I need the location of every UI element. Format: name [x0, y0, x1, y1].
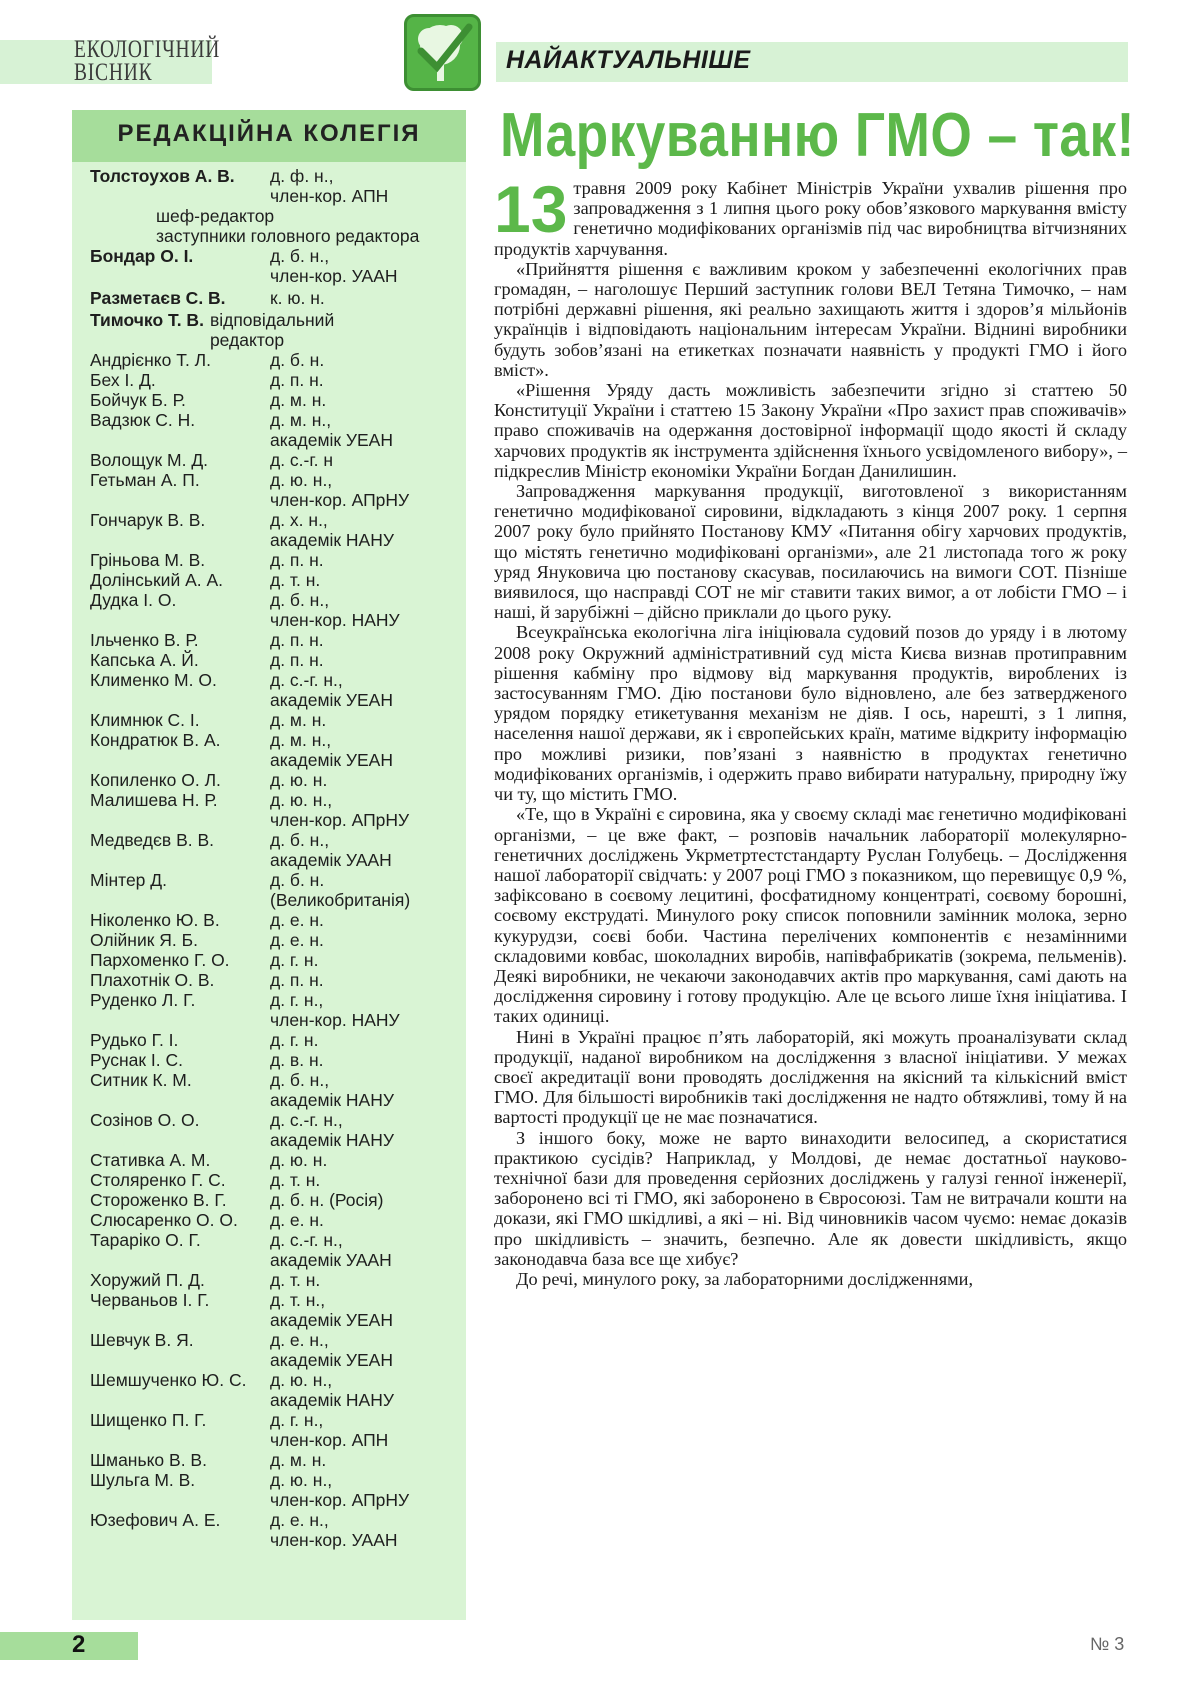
member-name: Копиленко О. Л. — [90, 770, 221, 790]
member-degree: д. б. н., член-кор. НАНУ — [270, 590, 400, 630]
member-degree: д. ю. н. — [270, 1150, 328, 1170]
member-degree: д. г. н. — [270, 1030, 319, 1050]
member-name: Рудько Г. І. — [90, 1030, 179, 1050]
board-member — [90, 650, 466, 670]
article-paragraph: травня 2009 року Кабінет Міністрів України ухвалив рішення про запровадження з 1 липня цього року обов’язкового маркування вмісту генетично модифікованих організмів під час виробництва вітчизняних продуктів харчування. — [494, 178, 1127, 259]
member-role: відповідальний редактор — [209, 310, 335, 350]
article-paragraph: Всеукраїнська екологічна ліга ініціювала судовий позов до уряду і в лютому 2008 року Окружний адміністративний суд міста Києва визнав протиправним рішення кабміну про відмову від маркування продуктів, вироблених із застосуванням ГМО. Дію постанови було відновлено, але без затвердженого урядом порядку етикетування механізм не діяв. І ось, нарешті, з 1 липня, населення нашої держави, як і європейських країн, матиме відкриту інформацію про можливі ризики, пов’язані з наявністю в продуктах генетично модифікованих організмів, і одержить право вибирати натуральну, природну їжу чи ту, що містить ГМО. — [494, 622, 1127, 805]
member-degree: д. г. н., член-кор. АПН — [270, 1410, 389, 1450]
board-member — [90, 990, 466, 1030]
member-degree: д. е. н. — [270, 1210, 324, 1230]
board-member — [90, 1030, 466, 1050]
member-name: Малишева Н. Р. — [90, 790, 218, 810]
board-member — [90, 1070, 466, 1110]
member-name: Гетьман А. П. — [90, 470, 200, 490]
member-name: Волощук М. Д. — [90, 450, 209, 470]
member-degree: д. в. н. — [270, 1050, 324, 1070]
board-member — [90, 1470, 466, 1510]
member-name: Климнюк С. І. — [90, 710, 200, 730]
member-degree: д. п. н. — [270, 550, 324, 570]
member-degree: д. т. н. — [270, 1270, 321, 1290]
board-member — [90, 930, 466, 950]
member-degree: д. б. н., академік НАНУ — [270, 1070, 394, 1110]
member-degree: д. т. н. — [270, 1170, 321, 1190]
member-name: Юзефович А. Е. — [90, 1510, 221, 1530]
board-member — [90, 1290, 466, 1330]
editorial-board-list — [90, 166, 466, 1550]
member-name: Толстоухов А. В. — [90, 166, 235, 186]
member-name: Руснак І. С. — [90, 1050, 183, 1070]
member-degree: д. п. н. — [270, 650, 324, 670]
board-member-deputy — [90, 246, 466, 286]
member-name: Медведєв В. В. — [90, 830, 215, 850]
member-name: Ситник К. М. — [90, 1070, 192, 1090]
member-name: Кондратюк В. А. — [90, 730, 221, 750]
member-name: Бондар О. І. — [90, 246, 194, 266]
member-name: Бех І. Д. — [90, 370, 156, 390]
footer-band — [0, 1632, 138, 1660]
member-degree: д. б. н. (Великобританія) — [270, 870, 411, 910]
board-member — [90, 1110, 466, 1150]
member-degree: д. с.-г. н., академік НАНУ — [270, 1110, 394, 1150]
member-degree: д. х. н., академік НАНУ — [270, 510, 394, 550]
member-degree: д. ю. н., член-кор. АПрНУ — [270, 1470, 410, 1510]
member-degree: д. м. н. — [270, 710, 327, 730]
board-member — [90, 1050, 466, 1070]
board-member — [90, 770, 466, 790]
member-name: Шищенко П. Г. — [90, 1410, 207, 1430]
member-name: Ніколенко Ю. В. — [90, 910, 220, 930]
board-member — [90, 910, 466, 930]
member-name: Пархоменко Г. О. — [90, 950, 230, 970]
member-name: Гончарук В. В. — [90, 510, 206, 530]
member-degree: д. г. н., член-кор. НАНУ — [270, 990, 400, 1030]
board-member — [90, 1370, 466, 1410]
member-name: Созінов О. О. — [90, 1110, 200, 1130]
member-degree: д. б. н. (Росія) — [270, 1190, 384, 1210]
member-degree: д. т. н. — [270, 570, 321, 590]
drop-cap: 13 — [494, 172, 568, 246]
member-name: Гріньова М. В. — [90, 550, 206, 570]
member-name: Шманько В. В. — [90, 1450, 207, 1470]
member-degree: д. п. н. — [270, 370, 324, 390]
member-name: Бойчук Б. Р. — [90, 390, 186, 410]
board-member — [90, 450, 466, 470]
member-name: Андрієнко Т. Л. — [90, 350, 212, 370]
board-member — [90, 1510, 466, 1550]
member-degree: д. ю. н., член-кор. АПрНУ — [270, 470, 410, 510]
section-label: НАЙАКТУАЛЬНІШЕ — [506, 46, 751, 74]
magazine-title-line2: ВІСНИК — [74, 59, 153, 86]
issue-number: № 3 — [1090, 1634, 1125, 1654]
member-name: Руденко Л. Г. — [90, 990, 196, 1010]
member-name: Ільченко В. Р. — [90, 630, 199, 650]
article-paragraph: «Те, що в Україні є сировина, яка у своєму складі має генетично модифіковані організми, – це вже факт, – розповів начальник лабораторії молекулярно-генетичних досліджень Укрметртестстандарту Руслан Голубець. – Дослідження нашої лабораторії свідчать: у 2007 році ГМО з показником, що перевищує 0,9 %, зафіксовано в соєвому лецитині, фосфатидному концентраті, соєвому борошні, соєвому екструдаті. Минулого року список поповнили замінник молока, зерно кукурудзи, соєві боби. Частина перелічених компонентів є незамінними складовими ковбас, шоколадних виробів, напівфабрикатів (зокрема, пельменів). Деякі виробники, не чекаючи законодавчих актів про маркування, самі дають на дослідження сировину і готову продукцію. Але це всього лише їхня ініціатива. І таких одиниці. — [494, 804, 1127, 1027]
member-degree: д. м. н. — [270, 1450, 327, 1470]
board-member — [90, 370, 466, 390]
board-member — [90, 1210, 466, 1230]
board-member — [90, 1450, 466, 1470]
board-member — [90, 350, 466, 370]
board-member — [90, 1170, 466, 1190]
board-member — [90, 1270, 466, 1290]
tree-check-icon — [404, 14, 481, 91]
article-headline: Маркуванню ГМО – так! — [500, 101, 1135, 170]
member-degree: д. с.-г. н — [270, 450, 334, 470]
board-member — [90, 790, 466, 830]
board-member — [90, 1410, 466, 1450]
chief-role: шеф-редактор — [156, 206, 275, 226]
member-name: Плахотнік О. В. — [90, 970, 215, 990]
board-member — [90, 950, 466, 970]
board-member — [90, 570, 466, 590]
board-members — [90, 350, 466, 1550]
member-degree: д. т. н., академік УЕАН — [270, 1290, 393, 1330]
board-member — [90, 390, 466, 410]
member-name: Шемшученко Ю. С. — [90, 1370, 247, 1390]
board-member-secretary — [90, 310, 466, 350]
member-name: Долінський А. А. — [90, 570, 224, 590]
member-name: Столяренко Г. С. — [90, 1170, 226, 1190]
board-member — [90, 710, 466, 730]
board-member — [90, 470, 466, 510]
member-degree: д. е. н. — [270, 910, 324, 930]
deputies-role: заступники головного редактора — [156, 226, 420, 246]
magazine-title-line1: ЕКОЛОГІЧНИЙ — [74, 36, 221, 63]
member-degree: д. е. н., академік УЕАН — [270, 1330, 393, 1370]
member-name: Хоружий П. Д. — [90, 1270, 205, 1290]
article-paragraph: До речі, минулого року, за лабораторними дослідженнями, — [516, 1268, 974, 1289]
member-degree: д. б. н. — [270, 350, 325, 370]
member-name: Вадзюк С. Н. — [90, 410, 196, 430]
board-member — [90, 670, 466, 710]
article-paragraph-lead — [494, 172, 1127, 259]
board-member — [90, 1150, 466, 1170]
page-number: 2 — [72, 1631, 86, 1658]
member-degree: д. б. н., академік УААН — [270, 830, 392, 870]
member-name: Шульга М. В. — [90, 1470, 196, 1490]
board-member — [90, 1230, 466, 1270]
board-member — [90, 630, 466, 650]
member-degree: д. ю. н. — [270, 770, 328, 790]
member-name: Мінтер Д. — [90, 870, 167, 890]
editorial-board-title: РЕДАКЦІЙНА КОЛЕГІЯ — [117, 120, 421, 147]
article-paragraph: Нині в Україні працює п’ять лабораторій, які можуть проаналізувати склад продукції, наданої виробником на дослідження з власної ініціативи. У межах своєї акредитації вони проводять дослідження на якісний та кількісний вміст ГМО. Для більшості виробників такі дослідження не надто обтяжливі, тому й на вартості продукції це не має позначатися. — [494, 1026, 1127, 1128]
board-member-deputy — [90, 288, 466, 308]
article-paragraph: «Прийняття рішення є важливим кроком у забезпеченні екологічних прав громадян, – наголошує Перший заступник голови ВЕЛ Тетяна Тимочко, – нам потрібні державні рішення, які реально захищають життя і здоров’я мільйонів українців і відповідають національним інтересам України. Віднині виробники будуть зобов’язані на етикетках позначати наявність у продукті ГМО і його вміст». — [494, 258, 1127, 380]
article-paragraph: Запровадження маркування продукції, виготовленої з використанням генетично модифікованої сировини, відкладають з кінця 2007 року. 1 серпня 2007 року було прийнято Постанову КМУ «Питання обігу харчових продуктів, що містять генетично модифіковані організми», але 21 листопада того ж року уряд Януковича цю постанову скасував, посилаючись на вимоги СОТ. Пізніше виявилося, що насправді СОТ не міг ставити таких вимог, а от лобісти ГМО – і наші, й зарубіжні – дійсно приклали до цього руку. — [494, 481, 1127, 623]
member-name: Олійник Я. Б. — [90, 930, 198, 950]
board-member — [90, 730, 466, 770]
member-name: Капська А. Й. — [90, 650, 199, 670]
member-name: Дудка І. О. — [90, 590, 177, 610]
member-name: Стативка А. М. — [90, 1150, 211, 1170]
member-name: Слюсаренко О. О. — [90, 1210, 238, 1230]
board-member — [90, 550, 466, 570]
board-member — [90, 970, 466, 990]
article-body — [494, 172, 1127, 1289]
article-paragraph: З іншого боку, може не варто винаходити велосипед, а скористатися практикою сусідів? Наприклад, у Молдові, де немає достатньої науково-технічної бази для проведення серйозних досліджень у галузі генної інженерії, заборонено всі ті ГМО, які заборонено в Євросоюзі. Там не витрачали кошти на докази, які ГМО шкідливі, а які – ні. Від чиновників часом чуємо: немає доказів про шкідливість – значить, безпечно. Але як довести шкідливість, якщо законодавча база все ще хибує? — [494, 1127, 1127, 1269]
magazine-title — [74, 38, 220, 84]
member-degree: д. с.-г. н., академік УААН — [270, 1230, 392, 1270]
member-degree: д. п. н. — [270, 630, 324, 650]
member-degree: д. е. н. — [270, 930, 324, 950]
member-degree: д. ю. н., академік НАНУ — [270, 1370, 394, 1410]
member-name: Тарарiко О. Г. — [90, 1230, 201, 1250]
board-member — [90, 590, 466, 630]
board-member-chief — [90, 166, 466, 206]
board-member — [90, 1330, 466, 1370]
member-degree: к. ю. н. — [270, 288, 325, 308]
member-degree: д. г. н. — [270, 950, 319, 970]
member-degree: д. ф. н., член-кор. АПН — [270, 166, 389, 206]
member-name: Черваньов І. Г. — [90, 1290, 210, 1310]
board-member — [90, 410, 466, 450]
member-degree: д. п. н. — [270, 970, 324, 990]
member-name: Шевчук В. Я. — [90, 1330, 194, 1350]
member-name: Стороженко В. Г. — [90, 1190, 227, 1210]
member-degree: д. м. н. — [270, 390, 327, 410]
member-degree: д. б. н., член-кор. УААН — [270, 246, 398, 286]
member-degree: д. ю. н., член-кор. АПрНУ — [270, 790, 410, 830]
board-member — [90, 510, 466, 550]
member-degree: д. е. н., член-кор. УААН — [270, 1510, 398, 1550]
member-name: Тимочко Т. В. — [90, 310, 204, 330]
board-member — [90, 830, 466, 870]
article-paragraph: «Рішення Уряду дасть можливість забезпечити згідно зі статтею 50 Конституції України і статтею 15 Закону України «Про захист прав споживачів» право споживачів на одержання достовірної інформації щодо якості й складу харчових продуктів як інструмента здійснення їхнього усвідомленого вибору», – підкреслив Міністр економіки України Богдан Данилишин. — [494, 380, 1127, 481]
member-degree: д. м. н., академік УЕАН — [270, 730, 393, 770]
member-degree: д. с.-г. н., академік УЕАН — [270, 670, 393, 710]
member-name: Клименко М. О. — [90, 670, 217, 690]
member-name: Разметаєв С. В. — [90, 288, 226, 308]
board-member — [90, 870, 466, 910]
member-degree: д. м. н., академік УЕАН — [270, 410, 393, 450]
board-member — [90, 1190, 466, 1210]
